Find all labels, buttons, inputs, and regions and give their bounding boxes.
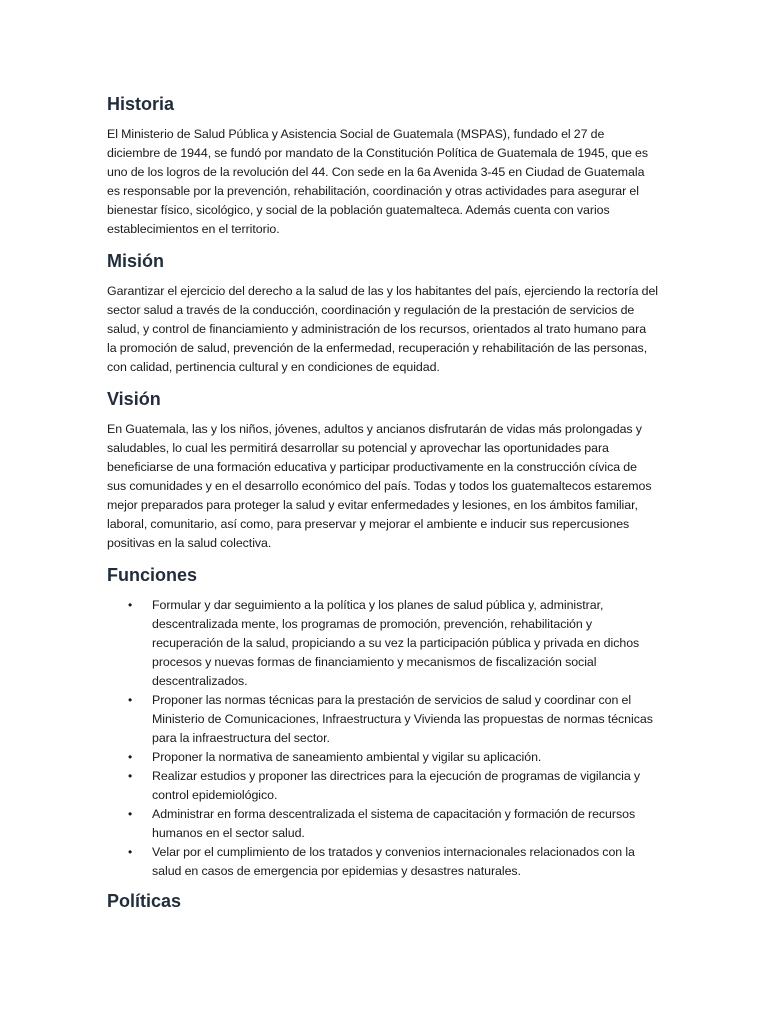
list-item — [107, 805, 658, 843]
bullet-icon: • — [128, 750, 133, 764]
heading-mision: Misión — [107, 251, 164, 271]
list-item-text: Administrar en forma descentralizada el sistema de capacitación y formación de recursos humanos en el sector salud. — [152, 807, 636, 840]
bullet-icon: • — [128, 845, 133, 859]
heading-historia: Historia — [107, 94, 175, 114]
heading-politicas: Políticas — [107, 891, 182, 911]
list-item-text: Proponer la normativa de saneamiento ambiental y vigilar su aplicación. — [152, 750, 542, 764]
section-vision — [107, 387, 658, 553]
list-item-text: Velar por el cumplimiento de los tratados y convenios internacionales relacionados con la salud en casos de emergencia por epidemias y desastres naturales. — [152, 845, 635, 878]
list-item — [107, 767, 658, 805]
funciones-list — [107, 596, 658, 881]
list-item — [107, 843, 658, 881]
list-item-text: Formular y dar seguimiento a la política y los planes de salud pública y, administrar, descentralizada mente, los programas de promoción, prevención, rehabilitación y recuperación de la salud, propiciando a su vez la participación pública y privada en dichos procesos y nuevas formas de financiamiento y mecanismos de fiscalización social descentralizados. — [152, 598, 640, 688]
section-mision — [107, 249, 658, 377]
list-item-text: Proponer las normas técnicas para la prestación de servicios de salud y coordinar con el Ministerio de Comunicaciones, Infraestructura y Vivienda las propuestas de normas técnicas para la infraestructura del sector. — [152, 693, 653, 745]
heading-funciones: Funciones — [107, 565, 198, 585]
list-item-text: Realizar estudios y proponer las directrices para la ejecución de programas de vigilancia y control epidemiológico. — [152, 769, 641, 802]
list-item — [107, 748, 658, 767]
paragraph-historia: El Ministerio de Salud Pública y Asistencia Social de Guatemala (MSPAS), fundado el 27 de diciembre de 1944, se fundó por mandato de la Constitución Política de Guatemala de 1945, que es uno de los logros de la revolución del 44. Con sede en la 6a Avenida 3-45 en Ciudad de Guatemala es responsable por la prevención, rehabilitación, coordinación y otras actividades para asegurar el bienestar físico, sicológico, y social de la población guatemalteca. Además cuenta con varios establecimientos en el territorio. — [107, 127, 648, 236]
bullet-icon: • — [128, 598, 133, 612]
section-politicas — [107, 889, 658, 913]
bullet-icon: • — [128, 769, 133, 783]
heading-vision: Visión — [107, 389, 161, 409]
section-historia — [107, 92, 658, 239]
paragraph-vision: En Guatemala, las y los niños, jóvenes, adultos y ancianos disfrutarán de vidas más prolongadas y saludables, lo cual les permitirá desarrollar su potencial y aprovechar las oportunidades para beneficiarse de una formación educativa y participar productivamente en la construcción cívica de sus comunidades y en el desarrollo económico del país. Todas y todos los guatemaltecos estaremos mejor preparados para proteger la salud y evitar enfermedades y lesiones, en los ámbitos familiar, laboral, comunitario, así como, para preservar y mejorar el ambiente e inducir sus repercusiones positivas en la salud colectiva. — [107, 422, 652, 550]
list-item — [107, 691, 658, 748]
bullet-icon: • — [128, 693, 133, 707]
bullet-icon: • — [128, 807, 133, 821]
section-funciones — [107, 563, 658, 881]
paragraph-mision: Garantizar el ejercicio del derecho a la salud de las y los habitantes del país, ejerciendo la rectoría del sector salud a través de la conducción, coordinación y regulación de la prestación de servicios de salud, y control de financiamiento y administración de los recursos, orientados al trato humano para la promoción de salud, prevención de la enfermedad, recuperación y rehabilitación de las personas, con calidad, pertinencia cultural y en condiciones de equidad. — [107, 284, 659, 374]
list-item — [107, 596, 658, 691]
